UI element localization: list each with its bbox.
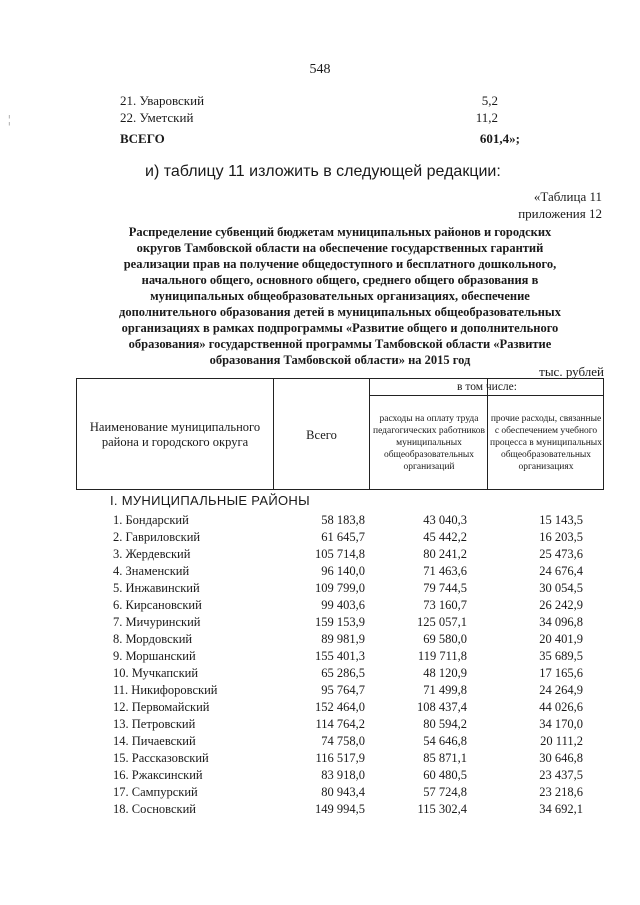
cell-salary: 71 499,8 — [423, 683, 467, 697]
cell-total: 83 918,0 — [321, 768, 365, 782]
cell-name: 3. Жердевский — [113, 547, 191, 561]
cell-name: 8. Мордовский — [113, 632, 193, 646]
table-row — [113, 734, 583, 751]
cell-salary: 45 442,2 — [423, 530, 467, 544]
amendment-instruction: и) таблицу 11 изложить в следующей редакции: — [145, 163, 501, 180]
cell-other: 17 165,6 — [539, 666, 583, 680]
title-line: организациях в рамках подпрограммы «Развитие общего и дополнительного — [121, 321, 559, 335]
table-row — [113, 649, 583, 666]
cell-other: 25 473,6 — [539, 547, 583, 561]
table-row — [113, 717, 583, 734]
cell-total: 114 764,2 — [315, 717, 365, 731]
cell-salary: 73 160,7 — [423, 598, 467, 612]
table-row — [113, 530, 583, 547]
cell-name: 2. Гавриловский — [113, 530, 201, 544]
table-row — [113, 802, 583, 819]
title-line: образования» государственной программы Тамбовской области «Развитие — [128, 337, 552, 351]
cell-total: 96 140,0 — [321, 564, 365, 578]
header-total-column: Всего — [306, 427, 337, 442]
table-title — [100, 224, 580, 368]
section-title: I. МУНИЦИПАЛЬНЫЕ РАЙОНЫ — [110, 493, 310, 508]
header-other-column: прочие расходы, связанные с обеспечением учебного процесса в муниципальных общеобразовательных организациях — [490, 414, 602, 472]
cell-total: 99 403,6 — [321, 598, 365, 612]
table-row — [113, 632, 583, 649]
cell-salary: 57 724,8 — [423, 785, 467, 799]
table-row — [113, 581, 583, 598]
title-line: реализации прав на получение общедоступного и бесплатного дошкольного, — [123, 257, 557, 271]
cell-other: 26 242,9 — [539, 598, 583, 612]
previous-table-row — [120, 93, 520, 110]
cell-salary: 71 463,6 — [423, 564, 467, 578]
table-row — [113, 513, 583, 530]
row-name: 21. Уваровский — [120, 93, 205, 108]
total-value: 601,4»; — [479, 131, 520, 146]
previous-table-row — [120, 110, 520, 127]
row-name: 22. Уметский — [120, 110, 194, 125]
cell-other: 34 170,0 — [539, 717, 583, 731]
cell-total: 155 401,3 — [315, 649, 365, 663]
cell-other: 20 401,9 — [539, 632, 583, 646]
row-value: 11,2 — [475, 110, 498, 125]
scan-artifact-mark: ¦ — [8, 112, 11, 126]
cell-name: 16. Ржаксинский — [113, 768, 203, 782]
cell-other: 24 676,4 — [539, 564, 583, 578]
cell-other: 35 689,5 — [539, 649, 583, 663]
cell-total: 61 645,7 — [321, 530, 365, 544]
cell-total: 58 183,8 — [321, 513, 365, 527]
cell-total: 89 981,9 — [321, 632, 365, 646]
title-line: округов Тамбовской области на обеспечение государственных гарантий — [136, 241, 544, 255]
cell-total: 80 943,4 — [321, 785, 365, 799]
header-name-column: Наименование муниципального района и городского округа — [89, 420, 261, 449]
cell-other: 23 437,5 — [539, 768, 583, 782]
cell-total: 95 764,7 — [321, 683, 365, 697]
title-line: муниципальных общеобразовательных организациях, обеспечение — [150, 289, 530, 303]
cell-other: 30 054,5 — [539, 581, 583, 595]
cell-salary: 54 646,8 — [423, 734, 467, 748]
cell-salary: 85 871,1 — [423, 751, 467, 765]
table-row — [113, 547, 583, 564]
cell-total: 74 758,0 — [321, 734, 365, 748]
table-label-line: приложения 12 — [518, 206, 602, 221]
cell-name: 17. Сампурский — [113, 785, 198, 799]
cell-name: 15. Рассказовский — [113, 751, 209, 765]
table-row — [113, 598, 583, 615]
cell-other: 24 264,9 — [539, 683, 583, 697]
cell-other: 15 143,5 — [539, 513, 583, 527]
cell-salary: 115 302,4 — [417, 802, 467, 816]
cell-name: 7. Мичуринский — [113, 615, 201, 629]
cell-total: 149 994,5 — [315, 802, 365, 816]
table-row — [113, 683, 583, 700]
cell-other: 20 111,2 — [540, 734, 583, 748]
title-line: начального общего, основного общего, среднего общего образования в — [141, 273, 539, 287]
cell-name: 13. Петровский — [113, 717, 196, 731]
title-line: образования Тамбовской области» на 2015 год — [209, 353, 471, 367]
table-row — [113, 666, 583, 683]
header-group-label: в том числе: — [457, 381, 517, 393]
table-header — [76, 378, 604, 490]
table-row — [113, 700, 583, 717]
row-value: 5,2 — [481, 93, 498, 108]
cell-total: 116 517,9 — [315, 751, 365, 765]
cell-other: 23 218,6 — [539, 785, 583, 799]
cell-name: 11. Никифоровский — [113, 683, 218, 697]
cell-salary: 80 594,2 — [423, 717, 467, 731]
page-number: 548 — [309, 62, 331, 77]
table-row — [113, 751, 583, 768]
title-line: Распределение субвенций бюджетам муниципальных районов и городских — [128, 225, 552, 239]
cell-salary: 48 120,9 — [423, 666, 467, 680]
header-salary-column: расходы на оплату труда педагогических работников муниципальных общеобразовательных организаций — [373, 414, 486, 472]
cell-total: 105 714,8 — [315, 547, 365, 561]
cell-salary: 43 040,3 — [423, 513, 467, 527]
cell-total: 152 464,0 — [315, 700, 365, 714]
cell-other: 30 646,8 — [539, 751, 583, 765]
title-line: дополнительного образования детей в муниципальных общеобразовательных — [119, 305, 561, 319]
cell-name: 10. Мучкапский — [113, 666, 199, 680]
cell-other: 34 692,1 — [539, 802, 583, 816]
cell-other: 16 203,5 — [539, 530, 583, 544]
cell-name: 1. Бондарский — [113, 513, 189, 527]
cell-salary: 108 437,4 — [417, 700, 467, 714]
cell-name: 14. Пичаевский — [113, 734, 196, 748]
cell-salary: 125 057,1 — [417, 615, 467, 629]
table-row — [113, 564, 583, 581]
cell-name: 12. Первомайский — [113, 700, 210, 714]
cell-salary: 60 480,5 — [423, 768, 467, 782]
table-row — [113, 615, 583, 632]
cell-other: 34 096,8 — [539, 615, 583, 629]
cell-total: 109 799,0 — [315, 581, 365, 595]
units-label: тыс. рублей — [539, 364, 604, 379]
table-label — [518, 188, 602, 222]
table-row — [113, 785, 583, 802]
cell-salary: 80 241,2 — [423, 547, 467, 561]
cell-name: 6. Кирсановский — [113, 598, 202, 612]
cell-name: 18. Сосновский — [113, 802, 196, 816]
cell-name: 5. Инжавинский — [113, 581, 200, 595]
cell-salary: 79 744,5 — [423, 581, 467, 595]
cell-total: 65 286,5 — [321, 666, 365, 680]
total-label: ВСЕГО — [120, 131, 165, 146]
cell-other: 44 026,6 — [539, 700, 583, 714]
table-row — [113, 768, 583, 785]
cell-name: 9. Моршанский — [113, 649, 196, 663]
cell-salary: 69 580,0 — [423, 632, 467, 646]
cell-salary: 119 711,8 — [417, 649, 467, 663]
cell-name: 4. Знаменский — [113, 564, 190, 578]
cell-total: 159 153,9 — [315, 615, 365, 629]
previous-table-total — [120, 131, 520, 148]
table-label-line: «Таблица 11 — [533, 189, 602, 204]
